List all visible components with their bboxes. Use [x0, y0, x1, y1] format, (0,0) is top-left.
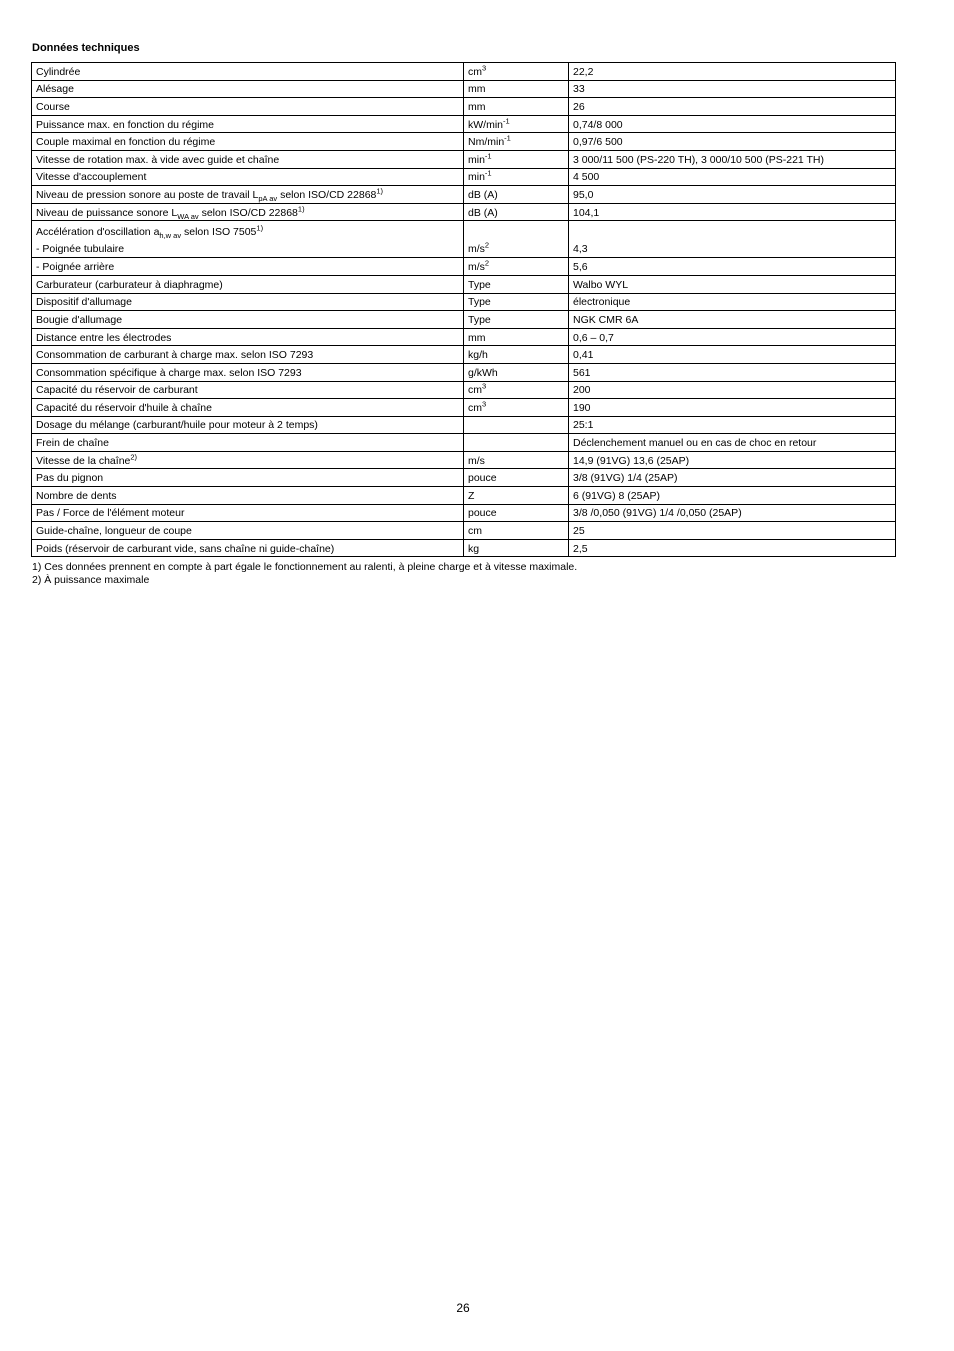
spec-value: [569, 522, 896, 540]
spec-value-text: 3/8 /0,050 (91VG) 1/4 /0,050 (25AP): [573, 507, 742, 520]
spec-unit: [464, 434, 569, 452]
spec-unit: [464, 221, 569, 258]
table-row: [32, 381, 896, 399]
table-row: [32, 186, 896, 204]
spec-value: [569, 98, 896, 116]
spec-value: [569, 346, 896, 364]
spec-label-footnote-ref: 1): [376, 186, 384, 196]
spec-unit: [464, 186, 569, 204]
spec-value: [569, 186, 896, 204]
spec-label-text: Pas du pignon: [36, 472, 104, 485]
spec-unit-text: pouce: [468, 472, 497, 485]
table-row: [32, 416, 896, 434]
spec-unit-text: Nm/min: [468, 136, 505, 149]
spec-value-text: 3 000/11 500 (PS-220 TH), 3 000/10 500 (PS-221 TH): [573, 153, 824, 166]
spec-unit: [464, 522, 569, 540]
table-row: [32, 522, 896, 540]
spec-label: [32, 381, 464, 399]
spec-unit-exponent: 3: [482, 381, 487, 391]
spec-label-text: Dosage du mélange (carburant/huile pour moteur à 2 temps): [36, 419, 318, 432]
table-row: [32, 311, 896, 329]
spec-value-text: 26: [573, 100, 585, 113]
spec-label-subscript: pA av: [258, 194, 278, 204]
spec-label: [32, 133, 464, 151]
spec-value: [569, 539, 896, 557]
section-title: Données techniques: [32, 42, 140, 54]
spec-label: [32, 63, 464, 81]
spec-unit: [464, 203, 569, 221]
spec-value: [569, 168, 896, 186]
table-row: [32, 328, 896, 346]
spec-value-text: 200: [573, 384, 591, 397]
spec-label: [32, 504, 464, 522]
spec-unit-text: min: [468, 171, 485, 184]
table-row: [32, 363, 896, 381]
spec-label-text: Niveau de puissance sonore L: [36, 206, 178, 219]
table-row: [32, 221, 896, 258]
spec-value-text: 95,0: [573, 188, 594, 201]
spec-unit-text: dB (A): [468, 206, 498, 219]
spec-label-subscript: h,w av: [159, 231, 182, 241]
spec-label: [32, 275, 464, 293]
spec-label-line2: - Poignée tubulaire: [36, 243, 125, 256]
spec-unit-text: min: [468, 153, 485, 166]
spec-unit-text: m/s: [468, 261, 485, 274]
table-row: [32, 80, 896, 98]
spec-label-footnote-ref: 2): [130, 452, 138, 462]
spec-value: [569, 416, 896, 434]
spec-label: [32, 363, 464, 381]
spec-unit: [464, 293, 569, 311]
spec-label-text: Consommation de carburant à charge max. selon ISO 7293: [36, 349, 314, 362]
spec-unit: [464, 63, 569, 81]
spec-unit: [464, 346, 569, 364]
page-number: 26: [456, 1301, 470, 1315]
spec-value: [569, 469, 896, 487]
spec-value-text: 0,6 – 0,7: [573, 331, 614, 344]
table-row: [32, 115, 896, 133]
spec-value-text: 2,5: [573, 542, 588, 555]
spec-unit-exponent: 3: [482, 399, 487, 409]
spec-value-text: 25:1: [573, 419, 594, 432]
table-row: [32, 451, 896, 469]
spec-unit-text: pouce: [468, 507, 497, 520]
spec-label-text: Vitesse de rotation max. à vide avec guide et chaîne: [36, 153, 280, 166]
spec-label: [32, 487, 464, 505]
spec-unit: [464, 168, 569, 186]
spec-label: [32, 186, 464, 204]
spec-unit: [464, 328, 569, 346]
spec-unit-exponent: -1: [503, 116, 510, 126]
spec-label-text: Pas / Force de l'élément moteur: [36, 507, 185, 520]
spec-label: [32, 451, 464, 469]
spec-label-footnote-ref: 1): [256, 223, 264, 233]
table-row: [32, 258, 896, 276]
spec-label-text-after: selon ISO/CD 22868: [198, 206, 298, 219]
spec-unit-text: g/kWh: [468, 366, 498, 379]
spec-unit-text: Type: [468, 278, 491, 291]
spec-label-text: Distance entre les électrodes: [36, 331, 172, 344]
spec-unit-exponent: 3: [482, 63, 487, 73]
spec-label-text: Bougie d'allumage: [36, 313, 123, 326]
table-row: [32, 504, 896, 522]
spec-unit-exponent: -1: [484, 151, 492, 161]
spec-unit-text: cm: [468, 384, 482, 397]
spec-unit-text: m/s: [468, 243, 485, 256]
spec-unit-text: kW/min: [468, 118, 503, 131]
spec-label: [32, 293, 464, 311]
spec-unit-text: kg/h: [468, 349, 488, 362]
spec-value: [569, 63, 896, 81]
spec-label-text-after: selon ISO 7505: [181, 226, 257, 239]
spec-value-text: électronique: [573, 296, 631, 309]
spec-value: [569, 258, 896, 276]
spec-label: [32, 203, 464, 221]
spec-label: [32, 399, 464, 417]
table-row: [32, 275, 896, 293]
spec-label-footnote-ref: 1): [297, 204, 305, 214]
spec-unit-exponent: -1: [504, 133, 511, 143]
spec-value: [569, 221, 896, 258]
spec-value: [569, 434, 896, 452]
spec-label-text: Carburateur (carburateur à diaphragme): [36, 278, 223, 291]
spec-value: [569, 293, 896, 311]
table-row: [32, 487, 896, 505]
spec-unit-text: dB (A): [468, 188, 498, 201]
spec-value-text: 190: [573, 401, 591, 414]
spec-label: [32, 150, 464, 168]
spec-value-text: 0,41: [573, 349, 594, 362]
spec-label: [32, 168, 464, 186]
table-row: [32, 203, 896, 221]
spec-unit: [464, 133, 569, 151]
spec-unit: [464, 98, 569, 116]
footnote-1: 1) Ces données prennent en compte à part égale le fonctionnement au ralenti, à pleine charge et à vitesse maximale.: [32, 561, 578, 573]
spec-unit: [464, 115, 569, 133]
spec-label-text: Alésage: [36, 83, 74, 96]
spec-unit-text: kg: [468, 542, 480, 555]
spec-value: [569, 115, 896, 133]
spec-value: [569, 275, 896, 293]
spec-label-text: Poids (réservoir de carburant vide, sans chaîne ni guide-chaîne): [36, 542, 335, 555]
spec-value: [569, 487, 896, 505]
spec-value: [569, 504, 896, 522]
spec-label-text: Capacité du réservoir de carburant: [36, 384, 198, 397]
spec-unit: [464, 311, 569, 329]
spec-label-text: Nombre de dents: [36, 489, 117, 502]
spec-unit-text: Type: [468, 313, 491, 326]
spec-value: [569, 311, 896, 329]
spec-unit-text: mm: [468, 100, 486, 113]
spec-value: [569, 451, 896, 469]
table-row: [32, 98, 896, 116]
spec-unit: [464, 451, 569, 469]
spec-label-text-after: selon ISO/CD 22868: [277, 188, 377, 201]
spec-value-text: 22,2: [573, 65, 594, 78]
spec-unit-text: Type: [468, 296, 491, 309]
table-row: [32, 399, 896, 417]
spec-unit-exponent: -1: [484, 168, 492, 178]
spec-unit: [464, 469, 569, 487]
spec-value: [569, 133, 896, 151]
spec-label-text: - Poignée arrière: [36, 261, 115, 274]
spec-label-text: Couple maximal en fonction du régime: [36, 136, 216, 149]
spec-label: [32, 98, 464, 116]
spec-unit: [464, 487, 569, 505]
spec-unit-text: cm: [468, 65, 482, 78]
spec-unit: [464, 363, 569, 381]
table-row: [32, 539, 896, 557]
spec-value-text: 4,3: [573, 243, 588, 256]
spec-value-text: 0,97/6 500: [573, 136, 623, 149]
spec-label: [32, 115, 464, 133]
spec-value-text: 561: [573, 366, 591, 379]
spec-value-text: 3/8 (91VG) 1/4 (25AP): [573, 472, 678, 485]
table-row: [32, 63, 896, 81]
spec-unit: [464, 416, 569, 434]
spec-value: [569, 150, 896, 168]
spec-value-text: 5,6: [573, 261, 588, 274]
spec-unit-text: mm: [468, 83, 486, 96]
spec-unit-text: cm: [468, 525, 482, 538]
spec-unit-exponent: 2: [484, 240, 490, 250]
spec-value: [569, 381, 896, 399]
spec-unit: [464, 539, 569, 557]
table-row: [32, 469, 896, 487]
table-row: [32, 168, 896, 186]
spec-label-text: Vitesse de la chaîne: [36, 454, 131, 467]
spec-value-text: 0,74/8 000: [573, 118, 623, 131]
spec-value: [569, 363, 896, 381]
technical-data-table: [31, 62, 896, 557]
spec-value-text: 14,9 (91VG) 13,6 (25AP): [573, 454, 690, 467]
footnote-2: 2) À puissance maximale: [32, 574, 150, 586]
spec-value-text: 6 (91VG) 8 (25AP): [573, 489, 660, 502]
spec-value-text: 4 500: [573, 171, 600, 184]
spec-label: [32, 80, 464, 98]
spec-unit-text: Z: [468, 489, 475, 502]
spec-unit: [464, 504, 569, 522]
spec-value: [569, 80, 896, 98]
spec-value-text: Déclenchement manuel ou en cas de choc en retour: [573, 437, 817, 450]
spec-value-text: Walbo WYL: [573, 278, 629, 291]
spec-value-text: 104,1: [573, 206, 600, 219]
spec-unit: [464, 150, 569, 168]
spec-label-text: Vitesse d'accouplement: [36, 171, 147, 184]
spec-unit: [464, 275, 569, 293]
spec-label-text: Cylindrée: [36, 65, 81, 78]
spec-unit-text: mm: [468, 331, 486, 344]
spec-unit: [464, 399, 569, 417]
spec-value-text: NGK CMR 6A: [573, 313, 639, 326]
spec-label-text: Accélération d'oscillation a: [36, 226, 160, 239]
table-row: [32, 293, 896, 311]
spec-label: [32, 258, 464, 276]
table-row: [32, 133, 896, 151]
spec-label-subscript: WA av: [177, 211, 199, 221]
spec-label-text: Consommation spécifique à charge max. selon ISO 7293: [36, 366, 302, 379]
spec-label: [32, 416, 464, 434]
spec-unit: [464, 381, 569, 399]
spec-label-text: Frein de chaîne: [36, 437, 109, 450]
spec-unit: [464, 258, 569, 276]
spec-label: [32, 539, 464, 557]
spec-value: [569, 399, 896, 417]
spec-label-text: Dispositif d'allumage: [36, 296, 132, 309]
spec-label: [32, 346, 464, 364]
spec-label-text: Course: [36, 100, 70, 113]
spec-value: [569, 203, 896, 221]
spec-label: [32, 434, 464, 452]
table-row: [32, 150, 896, 168]
spec-label-text: Capacité du réservoir d'huile à chaîne: [36, 401, 212, 414]
spec-label-text: Puissance max. en fonction du régime: [36, 118, 215, 131]
spec-label: [32, 221, 464, 258]
footnotes: [32, 561, 577, 587]
spec-unit-exponent: 2: [484, 258, 490, 268]
spec-value: [569, 328, 896, 346]
spec-unit-text: m/s: [468, 454, 485, 467]
spec-label: [32, 469, 464, 487]
spec-value-text: 25: [573, 525, 585, 538]
spec-label: [32, 328, 464, 346]
spec-label: [32, 522, 464, 540]
table-row: [32, 434, 896, 452]
spec-value-text: 33: [573, 83, 585, 96]
spec-unit: [464, 80, 569, 98]
spec-label-text: Guide-chaîne, longueur de coupe: [36, 525, 192, 538]
spec-label-text: Niveau de pression sonore au poste de travail L: [36, 188, 259, 201]
spec-label: [32, 311, 464, 329]
table-row: [32, 346, 896, 364]
spec-unit-text: cm: [468, 401, 482, 414]
